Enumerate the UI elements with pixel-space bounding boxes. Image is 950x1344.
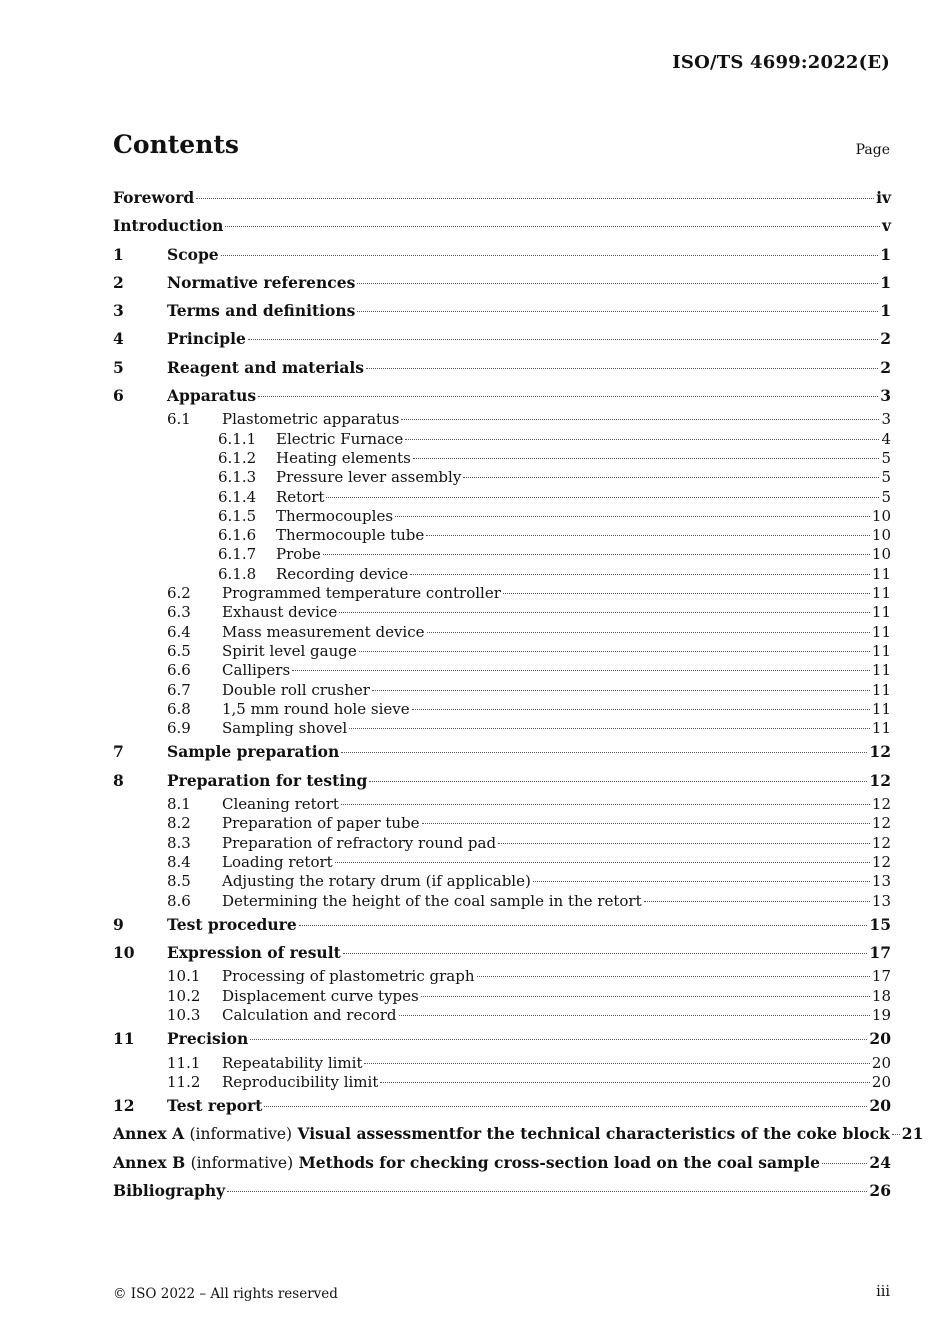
dot-leader xyxy=(822,1163,867,1164)
toc-entry-number: 5 xyxy=(113,357,124,377)
toc-entry-title: Preparation for testing xyxy=(167,770,368,790)
toc-entry-page: 15 xyxy=(869,914,891,934)
toc-entry-page: 11 xyxy=(871,564,891,583)
toc-entry-title: Apparatus xyxy=(167,386,257,406)
toc-entry[interactable] xyxy=(113,1177,891,1205)
toc-entry-number: 10 xyxy=(113,943,135,963)
toc-entry[interactable] xyxy=(113,738,891,766)
dot-leader xyxy=(357,311,878,312)
toc-entry-title: Retort xyxy=(276,487,325,506)
dot-leader xyxy=(349,728,870,729)
toc-entry-number: 1 xyxy=(113,244,124,264)
dot-leader xyxy=(427,632,870,633)
toc-entry-title: Sampling shovel xyxy=(222,719,348,738)
toc-entry[interactable] xyxy=(113,872,891,891)
dot-leader xyxy=(498,843,870,844)
toc-entry[interactable] xyxy=(113,719,891,738)
annex-title: Visual assessmentfor the technical characteristics of the coke block xyxy=(297,1124,890,1144)
toc-entry-title xyxy=(113,1149,820,1177)
toc-entry[interactable] xyxy=(113,430,891,449)
toc-entry[interactable] xyxy=(113,1120,924,1148)
dot-leader xyxy=(335,862,870,863)
dot-leader xyxy=(258,396,878,397)
toc-entry-number: 6 xyxy=(113,386,124,406)
toc-entry[interactable] xyxy=(113,1054,891,1073)
toc-entry-title: Test report xyxy=(167,1096,263,1116)
toc-entry-page: 12 xyxy=(871,852,891,871)
toc-entry-number: 6.1.7 xyxy=(218,545,257,564)
toc-entry[interactable] xyxy=(113,814,891,833)
toc-entry-title: Programmed temperature controller xyxy=(222,584,501,603)
toc-entry-title: Foreword xyxy=(113,188,195,207)
dot-leader xyxy=(477,976,870,977)
toc-entry-number: 4 xyxy=(113,329,124,349)
dot-leader xyxy=(410,574,870,575)
toc-entry-page: 18 xyxy=(871,986,891,1005)
toc-entry-title: Reproducibility limit xyxy=(222,1072,379,1091)
toc-entry-page: 11 xyxy=(871,699,891,718)
dot-leader xyxy=(357,283,878,284)
toc-entry-page: 11 xyxy=(871,603,891,622)
dot-leader xyxy=(463,477,879,478)
toc-entry-number: 11 xyxy=(113,1029,135,1049)
toc-entry-number: 10.2 xyxy=(167,986,201,1005)
dot-leader xyxy=(292,670,870,671)
toc-entry[interactable] xyxy=(113,1025,891,1053)
toc-entry[interactable] xyxy=(113,449,891,468)
toc-entry-page: 20 xyxy=(869,1096,891,1116)
annex-note: (informative) xyxy=(190,1153,294,1172)
toc-entry-title: Displacement curve types xyxy=(222,986,419,1005)
dot-leader xyxy=(503,593,870,594)
toc-entry-number: 6.1.2 xyxy=(218,448,257,467)
toc-entry[interactable] xyxy=(113,623,891,642)
toc-entry-page: 20 xyxy=(869,1029,891,1049)
dot-leader xyxy=(299,925,868,926)
toc-entry-number: 12 xyxy=(113,1096,135,1116)
toc-entry[interactable] xyxy=(113,184,891,212)
annex-label: Annex B xyxy=(113,1152,186,1172)
toc-entry-page: 5 xyxy=(881,468,891,487)
toc-entry-page: 10 xyxy=(871,545,891,564)
toc-entry-page: 11 xyxy=(871,719,891,738)
toc-entry-number: 6.5 xyxy=(167,641,191,660)
dot-leader xyxy=(533,881,870,882)
toc-entry-title: Recording device xyxy=(276,564,409,583)
toc-entry-page: 24 xyxy=(869,1152,891,1172)
dot-leader xyxy=(196,198,874,199)
toc-entry-number: 8.4 xyxy=(167,852,191,871)
toc-entry-number: 6.1.4 xyxy=(218,487,257,506)
annex-title: Methods for checking cross-section load on the coal sample xyxy=(298,1152,820,1172)
page-number: iii xyxy=(876,1284,890,1300)
toc-entry-title: Preparation of paper tube xyxy=(222,814,420,833)
toc-entry-title xyxy=(113,1120,890,1148)
dot-leader xyxy=(372,690,870,691)
toc-entry-page: 2 xyxy=(880,357,891,377)
table-of-contents xyxy=(113,184,924,1205)
toc-entry-page: 11 xyxy=(871,661,891,680)
toc-entry-number: 8.3 xyxy=(167,833,191,852)
dot-leader xyxy=(413,458,880,459)
toc-entry-title: 1,5 mm round hole sieve xyxy=(222,699,410,718)
toc-entry-title: Thermocouple tube xyxy=(276,526,425,545)
toc-entry-number: 8.1 xyxy=(167,795,191,814)
toc-entry-number: 3 xyxy=(113,301,124,321)
toc-entry-page: 11 xyxy=(871,622,891,641)
toc-entry-title: Probe xyxy=(276,545,321,564)
toc-entry-title: Double roll crusher xyxy=(222,680,370,699)
toc-entry[interactable] xyxy=(113,911,891,939)
toc-entry-number: 6.6 xyxy=(167,661,191,680)
toc-entry-title: Repeatability limit xyxy=(222,1053,363,1072)
toc-entry[interactable] xyxy=(113,892,891,911)
toc-entry-page: 11 xyxy=(871,584,891,603)
toc-entry-title: Exhaust device xyxy=(222,603,338,622)
toc-entry-page: iv xyxy=(876,188,891,207)
toc-entry-title: Adjusting the rotary drum (if applicable) xyxy=(222,872,531,891)
dot-leader xyxy=(250,1039,867,1040)
toc-entry-page: 12 xyxy=(871,833,891,852)
dot-leader xyxy=(323,554,870,555)
dot-leader xyxy=(343,953,868,954)
toc-entry-title: Callipers xyxy=(222,661,291,680)
toc-entry-title: Calculation and record xyxy=(222,1005,397,1024)
toc-entry-title: Sample preparation xyxy=(167,742,340,762)
dot-leader xyxy=(401,419,879,420)
toc-entry[interactable] xyxy=(113,795,891,814)
toc-entry[interactable] xyxy=(113,987,891,1006)
dot-leader xyxy=(644,901,870,902)
toc-entry[interactable] xyxy=(113,507,891,526)
toc-entry-number: 6.1 xyxy=(167,410,191,429)
document-id: ISO/TS 4699:2022(E) xyxy=(672,52,890,73)
toc-entry-number: 6.2 xyxy=(167,584,191,603)
toc-entry-title: Cleaning retort xyxy=(222,795,339,814)
toc-entry-page: v xyxy=(881,216,891,236)
toc-entry-title: Loading retort xyxy=(222,852,333,871)
contents-title: Contents xyxy=(113,130,240,159)
toc-entry[interactable] xyxy=(113,1073,891,1092)
dot-leader xyxy=(227,1191,867,1192)
dot-leader xyxy=(399,1015,870,1016)
dot-leader xyxy=(380,1082,870,1083)
toc-entry[interactable] xyxy=(113,642,891,661)
toc-entry-title: Bibliography xyxy=(113,1181,226,1201)
toc-entry-title: Heating elements xyxy=(276,448,411,467)
toc-entry-title: Spirit level gauge xyxy=(222,641,357,660)
dot-leader xyxy=(359,651,870,652)
toc-entry[interactable] xyxy=(113,269,891,297)
toc-entry-page: 13 xyxy=(871,891,891,910)
toc-entry-number: 7 xyxy=(113,742,124,762)
toc-entry[interactable] xyxy=(113,681,891,700)
dot-leader xyxy=(248,339,878,340)
dot-leader xyxy=(412,709,870,710)
toc-entry[interactable] xyxy=(113,1092,891,1120)
toc-entry[interactable] xyxy=(113,1149,891,1177)
toc-entry-number: 6.1.1 xyxy=(218,429,257,448)
toc-entry-title: Expression of result xyxy=(167,943,341,963)
toc-entry-number: 6.1.8 xyxy=(218,564,257,583)
toc-entry-page: 12 xyxy=(869,770,891,790)
toc-entry[interactable] xyxy=(113,297,891,325)
toc-entry-page: 4 xyxy=(881,429,891,448)
dot-leader xyxy=(341,804,870,805)
toc-entry-page: 10 xyxy=(871,526,891,545)
toc-entry-number: 9 xyxy=(113,914,124,934)
toc-entry-title: Scope xyxy=(167,244,219,264)
toc-entry-title: Determining the height of the coal sample in the retort xyxy=(222,891,642,910)
toc-entry[interactable] xyxy=(113,834,891,853)
annex-label: Annex A xyxy=(113,1124,185,1144)
toc-entry[interactable] xyxy=(113,767,891,795)
toc-entry-page: 17 xyxy=(871,967,891,986)
toc-entry[interactable] xyxy=(113,700,891,719)
toc-entry[interactable] xyxy=(113,526,891,545)
dot-leader xyxy=(421,996,870,997)
toc-entry[interactable] xyxy=(113,212,891,240)
toc-entry-title: Test procedure xyxy=(167,914,297,934)
toc-entry-page: 3 xyxy=(880,386,891,406)
toc-entry-number: 10.1 xyxy=(167,967,201,986)
toc-entry[interactable] xyxy=(113,545,891,564)
toc-entry[interactable] xyxy=(113,1006,891,1025)
toc-entry-number: 10.3 xyxy=(167,1005,201,1024)
toc-entry[interactable] xyxy=(113,584,891,603)
dot-leader xyxy=(339,612,870,613)
dot-leader xyxy=(422,823,870,824)
toc-entry-number: 11.2 xyxy=(167,1072,201,1091)
toc-entry-number: 6.4 xyxy=(167,622,191,641)
toc-entry[interactable] xyxy=(113,603,891,622)
toc-entry-number: 6.3 xyxy=(167,603,191,622)
dot-leader xyxy=(326,497,879,498)
toc-entry-title: Principle xyxy=(167,329,246,349)
toc-entry-page: 5 xyxy=(881,448,891,467)
toc-entry-page: 1 xyxy=(880,301,891,321)
toc-entry-title: Mass measurement device xyxy=(222,622,425,641)
toc-entry-page: 11 xyxy=(871,680,891,699)
toc-entry[interactable] xyxy=(113,468,891,487)
toc-entry-page: 11 xyxy=(871,641,891,660)
toc-entry-number: 6.9 xyxy=(167,719,191,738)
toc-entry-number: 2 xyxy=(113,272,124,292)
dot-leader xyxy=(221,255,879,256)
toc-entry[interactable] xyxy=(113,853,891,872)
toc-entry-page: 3 xyxy=(881,410,891,429)
toc-entry-page: 12 xyxy=(871,814,891,833)
toc-entry-number: 8.2 xyxy=(167,814,191,833)
dot-leader xyxy=(369,781,867,782)
toc-entry-number: 6.8 xyxy=(167,699,191,718)
toc-entry-title: Electric Furnace xyxy=(276,429,404,448)
toc-entry-title: Processing of plastometric graph xyxy=(222,967,475,986)
toc-entry-title: Introduction xyxy=(113,216,224,236)
dot-leader xyxy=(395,516,870,517)
toc-entry[interactable] xyxy=(113,354,891,382)
dot-leader xyxy=(264,1106,867,1107)
toc-entry-number: 8.6 xyxy=(167,891,191,910)
toc-entry-page: 5 xyxy=(881,487,891,506)
toc-entry-title: Plastometric apparatus xyxy=(222,410,400,429)
toc-entry[interactable] xyxy=(113,382,891,410)
toc-entry-page: 20 xyxy=(871,1053,891,1072)
dot-leader xyxy=(341,752,867,753)
toc-entry-title: Precision xyxy=(167,1029,249,1049)
toc-entry-page: 1 xyxy=(880,244,891,264)
dot-leader xyxy=(405,439,879,440)
toc-entry-page: 12 xyxy=(869,742,891,762)
toc-entry-title: Preparation of refractory round pad xyxy=(222,833,497,852)
toc-entry-page: 20 xyxy=(871,1072,891,1091)
dot-leader xyxy=(892,1134,900,1135)
annex-note: (informative) xyxy=(189,1125,293,1144)
dot-leader xyxy=(225,226,880,227)
toc-entry-number: 6.1.3 xyxy=(218,468,257,487)
toc-entry-page: 21 xyxy=(901,1124,924,1144)
dot-leader xyxy=(364,1063,869,1064)
toc-entry[interactable] xyxy=(113,241,891,269)
toc-entry-title: Thermocouples xyxy=(276,506,394,525)
page-column-label: Page xyxy=(855,142,890,158)
toc-entry-page: 12 xyxy=(871,795,891,814)
copyright-notice: © ISO 2022 – All rights reserved xyxy=(113,1286,338,1302)
toc-entry[interactable] xyxy=(113,325,891,353)
toc-entry[interactable] xyxy=(113,410,891,429)
toc-entry-title: Terms and definitions xyxy=(167,301,356,321)
toc-entry[interactable] xyxy=(113,661,891,680)
toc-entry-page: 13 xyxy=(871,872,891,891)
toc-entry-number: 11.1 xyxy=(167,1053,201,1072)
toc-entry[interactable] xyxy=(113,967,891,986)
toc-entry[interactable] xyxy=(113,565,891,584)
toc-entry-number: 6.7 xyxy=(167,680,191,699)
toc-entry-page: 1 xyxy=(880,272,891,292)
toc-entry-page: 19 xyxy=(871,1005,891,1024)
toc-entry-title: Pressure lever assembly xyxy=(276,468,462,487)
toc-entry[interactable] xyxy=(113,939,891,967)
dot-leader xyxy=(426,535,870,536)
dot-leader xyxy=(366,368,878,369)
toc-entry-number: 6.1.5 xyxy=(218,506,257,525)
toc-entry-number: 8.5 xyxy=(167,872,191,891)
toc-entry-page: 2 xyxy=(880,329,891,349)
toc-entry-page: 17 xyxy=(869,943,891,963)
toc-entry-page: 26 xyxy=(869,1181,891,1201)
toc-entry-number: 8 xyxy=(113,770,124,790)
toc-entry-title: Normative references xyxy=(167,272,356,292)
toc-entry-title: Reagent and materials xyxy=(167,357,365,377)
toc-entry-page: 10 xyxy=(871,506,891,525)
toc-entry-number: 6.1.6 xyxy=(218,526,257,545)
toc-entry[interactable] xyxy=(113,488,891,507)
